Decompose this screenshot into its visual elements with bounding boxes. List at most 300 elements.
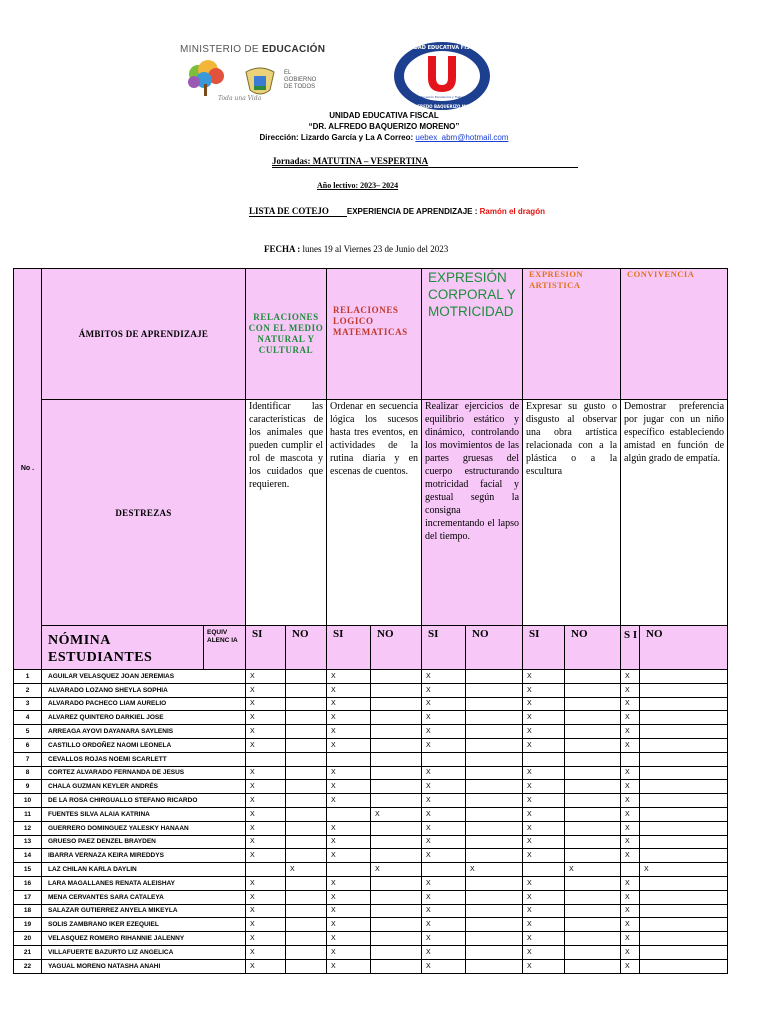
si-cell: X — [422, 738, 466, 752]
no-cell — [371, 876, 422, 890]
no-cell — [640, 738, 728, 752]
si-cell: X — [327, 849, 371, 863]
si-cell: X — [422, 725, 466, 739]
table-row — [14, 752, 728, 766]
si-cell: X — [621, 835, 640, 849]
table-row — [14, 807, 728, 821]
si-cell: X — [327, 890, 371, 904]
ano-lectivo: Año lectivo: 2023– 2024 — [317, 181, 399, 190]
student-name: SALAZAR GUTIERREZ ANYELA MIKEYLA — [42, 904, 246, 918]
row-number: 20 — [14, 932, 42, 946]
no-header-cell — [14, 269, 42, 670]
si-cell: X — [523, 835, 565, 849]
si-cell: X — [422, 918, 466, 932]
experiencia-value: Ramón el dragón — [479, 207, 545, 216]
no-cell — [565, 821, 621, 835]
si-cell: X — [523, 821, 565, 835]
si-cell: X — [246, 918, 286, 932]
nomina-label: NÓMINA ESTUDIANTES — [42, 626, 204, 670]
no-cell: X — [565, 863, 621, 877]
table-row — [14, 697, 728, 711]
no-cell — [286, 835, 327, 849]
fecha-value: lunes 19 al Viernes 23 de Junio del 2023 — [300, 244, 449, 254]
si-cell — [621, 752, 640, 766]
jornadas — [272, 156, 578, 168]
si-cell: X — [621, 711, 640, 725]
si-cell: X — [621, 932, 640, 946]
si-cell: X — [422, 876, 466, 890]
row-number: 22 — [14, 959, 42, 973]
no-cell — [640, 725, 728, 739]
si-cell: X — [621, 890, 640, 904]
no-cell — [640, 876, 728, 890]
si-cell: X — [621, 683, 640, 697]
no-cell — [286, 876, 327, 890]
si-cell: X — [422, 945, 466, 959]
area-title-1: RELACIONES LOGICO MATEMATICAS — [327, 269, 422, 400]
si-cell: X — [523, 794, 565, 808]
si-cell: X — [422, 766, 466, 780]
si-header-4: S I — [621, 626, 640, 670]
no-cell — [565, 711, 621, 725]
si-cell: X — [621, 959, 640, 973]
no-cell — [371, 918, 422, 932]
no-cell — [565, 959, 621, 973]
table-row — [14, 863, 728, 877]
table-row — [14, 849, 728, 863]
row-number: 9 — [14, 780, 42, 794]
si-cell: X — [246, 807, 286, 821]
si-cell: X — [523, 904, 565, 918]
ambitos-label: ÁMBITOS DE APRENDIZAJE — [42, 269, 246, 400]
no-cell — [371, 670, 422, 684]
si-cell: X — [523, 766, 565, 780]
table-row — [14, 670, 728, 684]
si-cell: X — [246, 932, 286, 946]
student-name: MENA CERVANTES SARA CATALEYA — [42, 890, 246, 904]
area-title-4: CONVIVENCIA — [621, 269, 728, 400]
si-cell — [327, 807, 371, 821]
no-cell — [466, 876, 523, 890]
no-cell — [371, 835, 422, 849]
no-cell — [286, 932, 327, 946]
si-cell: X — [246, 794, 286, 808]
student-name: SOLIS ZAMBRANO IKER EZEQUIEL — [42, 918, 246, 932]
row-number: 2 — [14, 683, 42, 697]
no-cell — [640, 918, 728, 932]
no-cell — [286, 794, 327, 808]
ministry-name: EDUCACIÓN — [262, 44, 326, 55]
no-cell: X — [371, 863, 422, 877]
si-cell: X — [523, 725, 565, 739]
si-cell: X — [422, 849, 466, 863]
no-cell — [466, 683, 523, 697]
si-cell: X — [422, 807, 466, 821]
no-cell — [565, 849, 621, 863]
gob-line-3: DE TODOS — [284, 84, 316, 90]
si-cell: X — [422, 835, 466, 849]
si-cell: X — [246, 890, 286, 904]
si-cell — [246, 863, 286, 877]
table-row — [14, 711, 728, 725]
no-header-3: NO — [565, 626, 621, 670]
ministry-logo — [180, 44, 326, 106]
destreza-2: Realizar ejercicios de equilibrio estático y dinámico, controlando los movimientos de las partes gruesas del cuerpo estructurando motricidad facial y gestual según la consigna incrementando el lapso del tiempo. — [422, 400, 523, 626]
no-cell — [286, 670, 327, 684]
no-cell — [565, 683, 621, 697]
si-cell: X — [422, 794, 466, 808]
si-cell: X — [523, 780, 565, 794]
no-cell — [466, 711, 523, 725]
si-cell — [621, 863, 640, 877]
no-cell — [286, 945, 327, 959]
equiv-label: EQUIV ALENC IA — [204, 626, 246, 670]
no-cell: X — [640, 863, 728, 877]
si-cell: X — [621, 807, 640, 821]
no-cell — [565, 780, 621, 794]
row-number: 11 — [14, 807, 42, 821]
si-cell: X — [246, 945, 286, 959]
table-row — [14, 725, 728, 739]
no-cell — [286, 959, 327, 973]
si-cell: X — [621, 780, 640, 794]
school-address — [0, 133, 768, 142]
si-cell: X — [523, 876, 565, 890]
address-text: Dirección: Lizardo García y La A Correo: — [259, 133, 416, 142]
si-cell: X — [621, 918, 640, 932]
row-number: 12 — [14, 821, 42, 835]
si-cell: X — [422, 697, 466, 711]
table-row — [14, 959, 728, 973]
si-cell: X — [523, 738, 565, 752]
school-seal-icon — [392, 40, 492, 112]
no-cell — [286, 904, 327, 918]
student-name: YAGUAL MORENO NATASHA ANAHI — [42, 959, 246, 973]
student-name: CHALA GUZMAN KEYLER ANDRÉS — [42, 780, 246, 794]
no-cell — [640, 766, 728, 780]
destreza-4: Demostrar preferencia por jugar con un niño específico estableciendo amistad en función de algún grado de empatía. — [621, 400, 728, 626]
si-cell: X — [523, 711, 565, 725]
si-cell — [523, 752, 565, 766]
si-cell: X — [246, 697, 286, 711]
seal-top-text: UNIDAD EDUCATIVA FISCAL — [403, 45, 481, 51]
si-cell: X — [523, 697, 565, 711]
si-cell: X — [523, 932, 565, 946]
si-cell: X — [327, 945, 371, 959]
no-cell — [466, 918, 523, 932]
table-row — [14, 932, 728, 946]
table-row — [14, 821, 728, 835]
no-cell — [466, 945, 523, 959]
gob-line-1: EL — [284, 70, 292, 76]
no-header-4: NO — [640, 626, 728, 670]
student-name: GRUESO PAEZ DENZEL BRAYDEN — [42, 835, 246, 849]
lista-label: LISTA DE COTEJO — [249, 206, 347, 217]
si-cell: X — [621, 945, 640, 959]
no-cell — [565, 932, 621, 946]
no-cell — [286, 725, 327, 739]
school-name: “DR. ALFREDO BAQUERIZO MORENO” — [308, 122, 460, 131]
table-row — [14, 780, 728, 794]
no-cell — [371, 683, 422, 697]
no-cell — [371, 697, 422, 711]
table-row — [14, 890, 728, 904]
no-cell — [640, 821, 728, 835]
no-cell: X — [371, 807, 422, 821]
fecha-label: FECHA : — [264, 244, 301, 254]
no-cell — [286, 849, 327, 863]
si-cell: X — [422, 904, 466, 918]
no-cell — [371, 725, 422, 739]
email-link[interactable]: uebex_abm@hotmail.com — [415, 133, 509, 142]
row-number: 19 — [14, 918, 42, 932]
si-cell: X — [327, 918, 371, 932]
nomina-row — [14, 626, 728, 670]
row-number: 16 — [14, 876, 42, 890]
no-cell: X — [466, 863, 523, 877]
student-name: ALVAREZ QUINTERO DARKIEL JOSE — [42, 711, 246, 725]
si-cell: X — [246, 821, 286, 835]
si-cell: X — [327, 738, 371, 752]
table-row — [14, 835, 728, 849]
area-title-3: EXPRESION ARTISTICA — [523, 269, 621, 400]
no-cell — [371, 849, 422, 863]
no-cell — [371, 738, 422, 752]
area-title-0: RELACIONES CON EL MEDIO NATURAL Y CULTURAL — [246, 269, 327, 400]
no-cell — [286, 683, 327, 697]
si-cell: X — [523, 959, 565, 973]
si-cell: X — [422, 711, 466, 725]
si-cell: X — [327, 683, 371, 697]
si-cell: X — [327, 959, 371, 973]
si-cell: X — [246, 835, 286, 849]
no-cell — [371, 766, 422, 780]
no-cell — [565, 738, 621, 752]
row-number: 3 — [14, 697, 42, 711]
table-row — [14, 738, 728, 752]
si-cell: X — [246, 780, 286, 794]
si-cell: X — [621, 725, 640, 739]
no-cell — [565, 918, 621, 932]
si-cell: X — [523, 670, 565, 684]
student-name: IBARRA VERNAZA KEIRA MIREDDYS — [42, 849, 246, 863]
no-cell — [466, 780, 523, 794]
student-name: ARREAGA AYOVI DAYANARA SAYLENIS — [42, 725, 246, 739]
row-number: 13 — [14, 835, 42, 849]
no-cell — [466, 752, 523, 766]
student-name: LAZ CHILAN KARLA DAYLIN — [42, 863, 246, 877]
no-cell — [640, 697, 728, 711]
tree-caption: Toda una Vida — [218, 95, 262, 102]
no-cell — [286, 766, 327, 780]
row-number: 21 — [14, 945, 42, 959]
si-cell: X — [422, 932, 466, 946]
student-name: LARA MAGALLANES RENATA ALEISHAY — [42, 876, 246, 890]
si-cell: X — [246, 766, 286, 780]
no-header-0: NO — [286, 626, 327, 670]
no-cell — [565, 876, 621, 890]
no-cell — [565, 904, 621, 918]
table-row — [14, 918, 728, 932]
no-cell — [640, 752, 728, 766]
no-cell — [371, 959, 422, 973]
row-number: 8 — [14, 766, 42, 780]
no-cell — [565, 794, 621, 808]
no-cell — [286, 752, 327, 766]
si-cell: X — [246, 670, 286, 684]
si-cell: X — [523, 890, 565, 904]
si-cell — [422, 752, 466, 766]
si-cell — [327, 752, 371, 766]
no-cell — [640, 670, 728, 684]
no-cell — [371, 945, 422, 959]
checklist-table — [13, 268, 728, 974]
no-cell — [565, 945, 621, 959]
si-cell: X — [422, 670, 466, 684]
si-cell: X — [621, 794, 640, 808]
no-cell — [640, 890, 728, 904]
student-name: VILLAFUERTE BAZURTO LIZ ANGELICA — [42, 945, 246, 959]
no-cell — [466, 904, 523, 918]
logo-area — [0, 36, 768, 112]
no-cell — [286, 711, 327, 725]
si-cell: X — [327, 766, 371, 780]
ambitos-row — [14, 269, 728, 400]
seal-bottom-text: DR. ALFREDO BAQUERIZO MORENO — [402, 104, 482, 109]
si-cell: X — [621, 904, 640, 918]
table-row — [14, 766, 728, 780]
si-header-2: SI — [422, 626, 466, 670]
no-cell — [466, 890, 523, 904]
si-cell: X — [621, 849, 640, 863]
no-cell — [565, 807, 621, 821]
no-cell — [565, 752, 621, 766]
no-cell — [466, 738, 523, 752]
no-cell — [640, 849, 728, 863]
no-cell — [640, 683, 728, 697]
government-text — [284, 70, 316, 91]
si-cell: X — [327, 904, 371, 918]
table-row — [14, 794, 728, 808]
si-cell: X — [523, 807, 565, 821]
no-cell — [565, 766, 621, 780]
si-cell: X — [621, 670, 640, 684]
row-number: 6 — [14, 738, 42, 752]
si-cell: X — [327, 697, 371, 711]
si-cell: X — [327, 725, 371, 739]
si-cell: X — [246, 683, 286, 697]
si-cell: X — [523, 945, 565, 959]
no-cell — [466, 932, 523, 946]
no-cell — [466, 794, 523, 808]
no-cell — [466, 821, 523, 835]
si-cell: X — [422, 683, 466, 697]
gob-line-2: GOBIERNO — [284, 77, 317, 83]
seal-motto: Educación Excelencia y Trabajo — [418, 95, 466, 99]
si-cell: X — [327, 821, 371, 835]
si-cell: X — [246, 725, 286, 739]
no-cell — [565, 697, 621, 711]
no-cell — [286, 918, 327, 932]
no-header-1: NO — [371, 626, 422, 670]
no-cell — [565, 725, 621, 739]
no-cell — [286, 890, 327, 904]
si-cell: X — [246, 849, 286, 863]
no-cell — [371, 890, 422, 904]
jornadas-text: Jornadas: MATUTINA – VESPERTINA — [272, 156, 429, 166]
row-number: 7 — [14, 752, 42, 766]
si-cell: X — [327, 670, 371, 684]
no-cell — [466, 725, 523, 739]
student-name: CASTILLO ORDOÑEZ NAOMI LEONELA — [42, 738, 246, 752]
no-cell — [640, 807, 728, 821]
table-row — [14, 904, 728, 918]
student-name: CEVALLOS ROJAS NOEMI SCARLETT — [42, 752, 246, 766]
si-cell: X — [246, 904, 286, 918]
destrezas-label: DESTREZAS — [42, 400, 246, 626]
school-type: UNIDAD EDUCATIVA FISCAL — [329, 111, 439, 120]
student-name: ALVARADO LOZANO SHEYLA SOPHIA — [42, 683, 246, 697]
si-cell: X — [327, 780, 371, 794]
row-number: 17 — [14, 890, 42, 904]
si-cell: X — [246, 711, 286, 725]
no-cell — [466, 807, 523, 821]
no-cell — [286, 821, 327, 835]
si-cell: X — [621, 766, 640, 780]
no-cell — [466, 697, 523, 711]
si-header-0: SI — [246, 626, 286, 670]
si-cell: X — [246, 876, 286, 890]
row-number: 10 — [14, 794, 42, 808]
row-number: 5 — [14, 725, 42, 739]
si-cell: X — [422, 780, 466, 794]
no-cell — [286, 697, 327, 711]
destreza-1: Ordenar en secuencia lógica los sucesos hasta tres eventos, en actividades de la rutina diaria y en escenas de cuentos. — [327, 400, 422, 626]
col-no-label: No . — [20, 465, 35, 472]
no-cell — [565, 670, 621, 684]
si-cell: X — [422, 821, 466, 835]
si-header-1: SI — [327, 626, 371, 670]
si-cell: X — [621, 738, 640, 752]
no-cell — [466, 849, 523, 863]
ministry-title — [180, 44, 325, 55]
no-cell — [640, 711, 728, 725]
no-cell — [286, 807, 327, 821]
no-cell — [371, 752, 422, 766]
no-cell — [640, 932, 728, 946]
no-cell — [466, 835, 523, 849]
si-cell — [246, 752, 286, 766]
no-cell — [371, 904, 422, 918]
student-name: VELASQUEZ ROMERO RIHANNIE JALENNY — [42, 932, 246, 946]
si-cell: X — [246, 738, 286, 752]
table-row — [14, 945, 728, 959]
no-cell — [640, 959, 728, 973]
si-cell: X — [246, 959, 286, 973]
no-cell: X — [286, 863, 327, 877]
si-cell: X — [621, 821, 640, 835]
si-cell: X — [327, 835, 371, 849]
no-cell — [371, 794, 422, 808]
no-cell — [466, 959, 523, 973]
no-cell — [371, 821, 422, 835]
si-cell — [523, 863, 565, 877]
row-number: 14 — [14, 849, 42, 863]
no-cell — [286, 780, 327, 794]
no-cell — [371, 932, 422, 946]
si-cell: X — [621, 697, 640, 711]
no-cell — [640, 835, 728, 849]
